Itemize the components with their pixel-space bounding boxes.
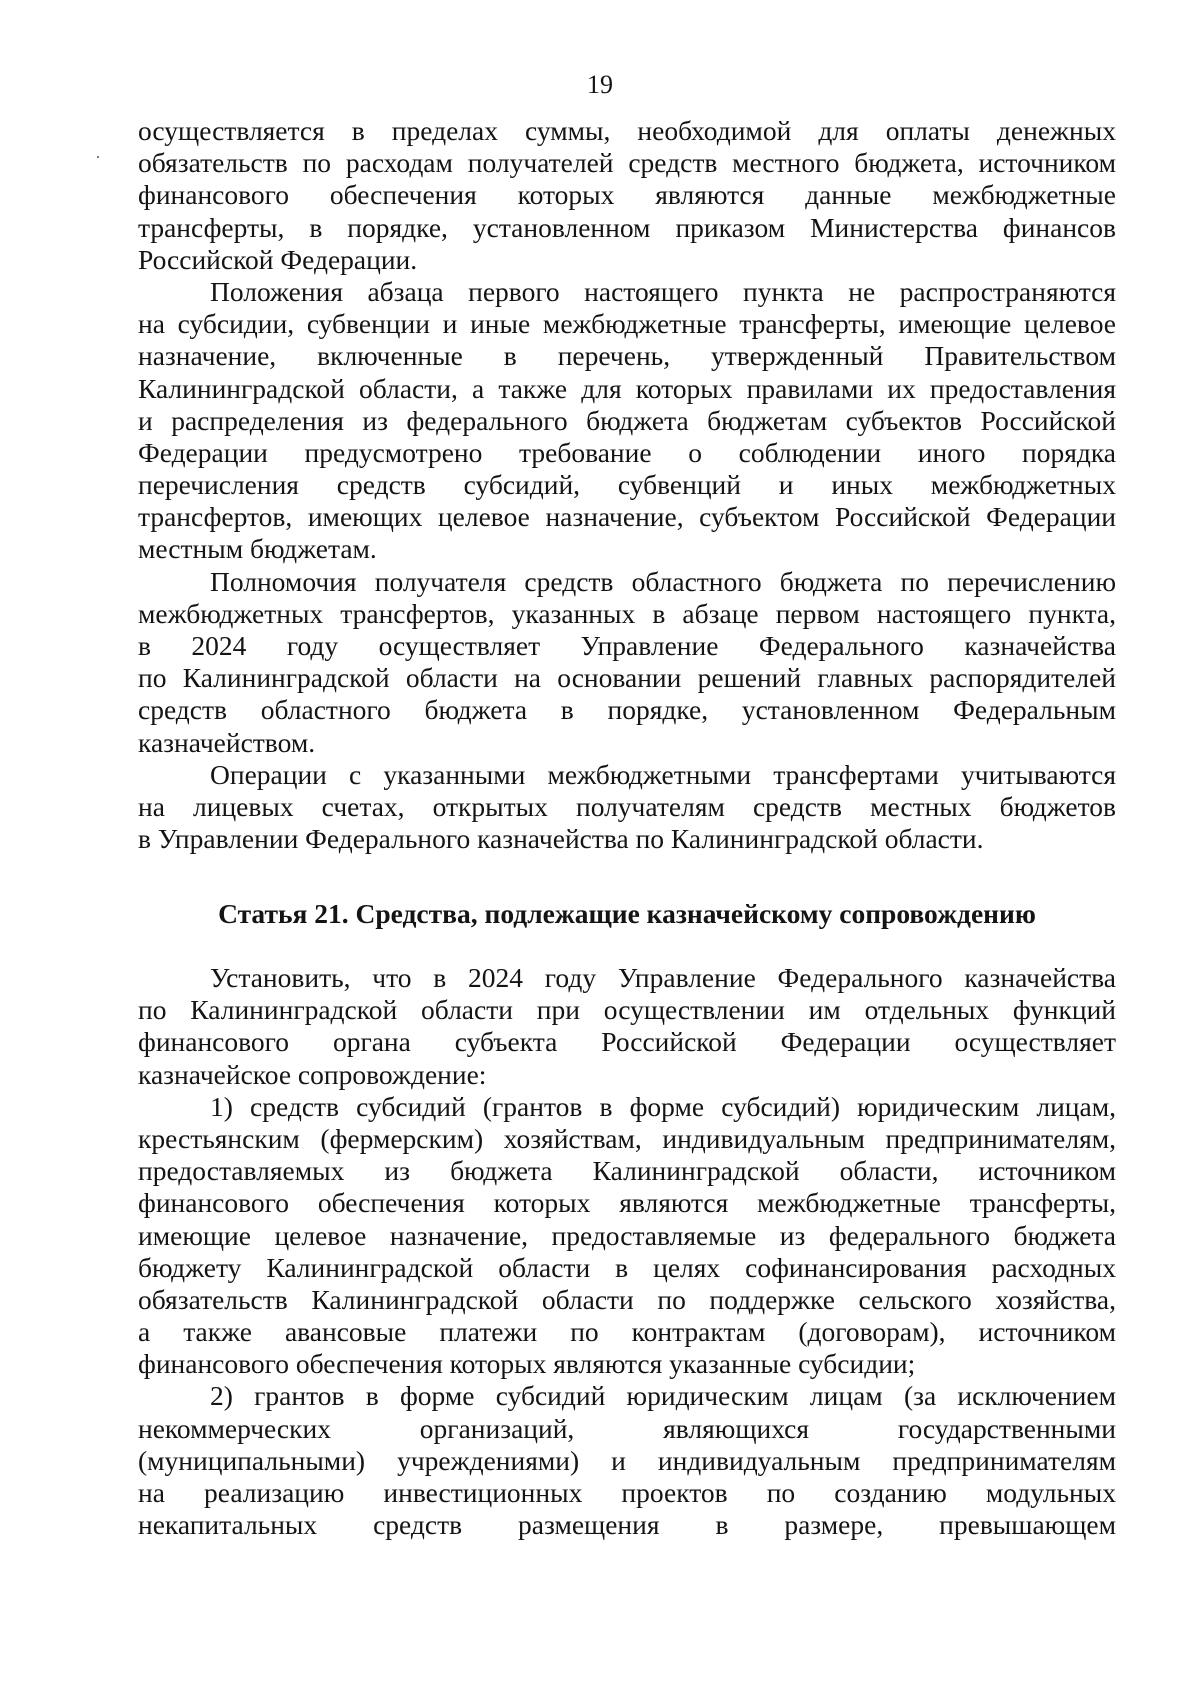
text-line: обязательств по расходам получателей средств местного бюджета, источником bbox=[138, 147, 1116, 179]
text-line: местным бюджетам. bbox=[138, 533, 377, 565]
body-text-block-1 bbox=[138, 115, 1116, 855]
text-line: финансового обеспечения которых являются указанные субсидии; bbox=[138, 1348, 916, 1380]
text-line: некоммерческих организаций, являющихся государственными bbox=[138, 1412, 1116, 1444]
text-line: предоставляемых из бюджета Калининградской области, источником bbox=[138, 1155, 1116, 1187]
text-line: 2) грантов в форме субсидий юридическим лицам (за исключением bbox=[210, 1380, 1116, 1412]
text-line: казначейством. bbox=[138, 726, 316, 758]
text-line: имеющие целевое назначение, предоставляемые из федерального бюджета bbox=[138, 1219, 1116, 1251]
text-line: Полномочия получателя средств областного бюджета по перечислению bbox=[210, 565, 1116, 597]
text-line: средств областного бюджета в порядке, установленном Федеральным bbox=[138, 694, 1116, 726]
text-line: на лицевых счетах, открытых получателям средств местных бюджетов bbox=[138, 790, 1116, 822]
text-line: Калининградской области, а также для которых правилами их предоставления bbox=[138, 372, 1116, 404]
text-line: финансового органа субъекта Российской Федерации осуществляет bbox=[138, 1026, 1116, 1058]
text-line: осуществляется в пределах суммы, необходимой для оплаты денежных bbox=[138, 115, 1116, 146]
page-number: 19 bbox=[587, 70, 613, 99]
text-line: Российской Федерации. bbox=[138, 243, 418, 275]
text-line: Положения абзаца первого настоящего пункта не распространяются bbox=[210, 275, 1116, 307]
text-line: назначение, включенные в перечень, утвержденный Правительством bbox=[138, 340, 1116, 372]
text-line: 1) средств субсидий (грантов в форме субсидий) юридическим лицам, bbox=[210, 1090, 1116, 1122]
text-line: по Калининградской области на основании решений главных распорядителей bbox=[138, 662, 1116, 694]
text-line: обязательств Калининградской области по поддержке сельского хозяйства, bbox=[138, 1283, 1116, 1315]
text-line: (муниципальными) учреждениями) и индивидуальным предпринимателям bbox=[138, 1444, 1116, 1476]
text-line: а также авансовые платежи по контрактам (договорам), источником bbox=[138, 1316, 1116, 1348]
text-line: по Калининградской области при осуществлении им отдельных функций bbox=[138, 994, 1116, 1026]
text-line: на реализацию инвестиционных проектов по созданию модульных bbox=[138, 1477, 1116, 1508]
text-line: финансового обеспечения которых являются межбюджетные трансферты, bbox=[138, 1187, 1116, 1219]
text-line: и распределения из федерального бюджета бюджетам субъектов Российской bbox=[138, 404, 1116, 436]
text-line: финансового обеспечения которых являются данные межбюджетные bbox=[138, 179, 1116, 211]
text-line: на субсидии, субвенции и иные межбюджетные трансферты, имеющие целевое bbox=[138, 308, 1116, 340]
text-line: трансферты, в порядке, установленном приказом Министерства финансов bbox=[138, 211, 1116, 243]
text-line: крестьянским (фермерским) хозяйствам, индивидуальным предпринимателям, bbox=[138, 1122, 1116, 1154]
text-line: Установить, что в 2024 году Управление Федерального казначейства bbox=[210, 962, 1116, 993]
text-line: перечисления средств субсидий, субвенций и иных межбюджетных bbox=[138, 469, 1116, 501]
text-line: бюджету Калининградской области в целях софинансирования расходных bbox=[138, 1251, 1116, 1283]
text-line: Операции с указанными межбюджетными трансфертами учитываются bbox=[210, 758, 1116, 790]
text-line: Федерации предусмотрено требование о соблюдении иного порядка bbox=[138, 436, 1116, 468]
scan-speck bbox=[97, 156, 99, 158]
text-line: межбюджетных трансфертов, указанных в абзаце первом настоящего пункта, bbox=[138, 597, 1116, 629]
text-line: казначейское сопровождение: bbox=[138, 1058, 487, 1090]
text-line: некапитальных средств размещения в размере, превышающем bbox=[138, 1509, 1116, 1541]
article-heading: Статья 21. Средства, подлежащие казначейскому сопровождению bbox=[218, 898, 1036, 929]
text-line: трансфертов, имеющих целевое назначение, субъектом Российской Федерации bbox=[138, 501, 1116, 533]
text-line: в Управлении Федерального казначейства по Калининградской области. bbox=[138, 823, 984, 855]
body-text-block-2 bbox=[138, 962, 1116, 1541]
text-line: в 2024 году осуществляет Управление Федерального казначейства bbox=[138, 630, 1116, 661]
